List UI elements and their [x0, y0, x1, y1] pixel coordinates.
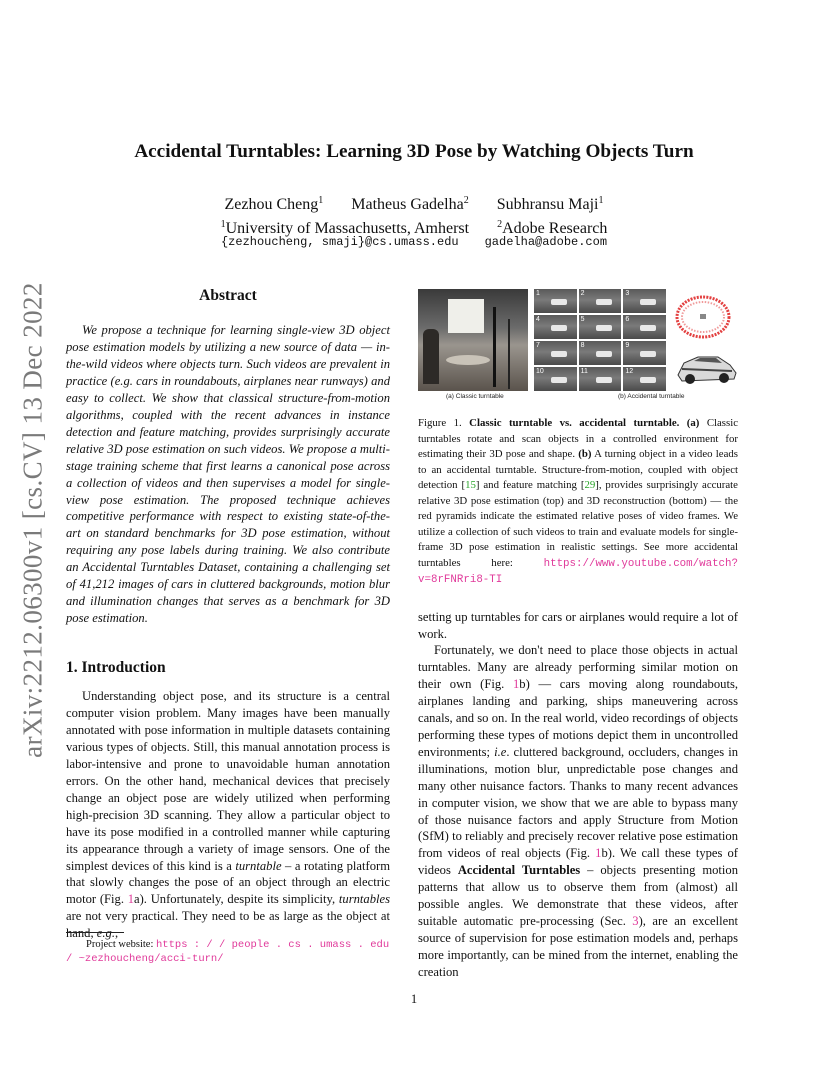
affiliation-number: 1 [220, 219, 226, 230]
abstract-text: We propose a technique for learning single-view 3D object pose estimation models by utilizing a new source of data — in-the-wild videos where objects turn. Such videos are prevalent in practice (e.g. cars in roundabouts, airplanes near runways) and easy to collect. We show that classical structure-from-motion algorithms, coupled with the recent advances in instance detection and feature matching, provides surprisingly accurate relative 3D pose estimation on such videos. We propose a multi-stage training scheme that first learns a canonical pose across a collection of videos and then supervises a model for single-view pose estimation. The proposed technique achieves competitive performance with respect to existing state-of-the-art on standard benchmarks for 3D pose estimation, without requiring any pose labels during training. We also contribute an Accidental Turntables Dataset, containing a challenging set of 41,212 images of cars in cluttered backgrounds, motion blur and illumination changes that serves as a benchmark for 3D pose estimation. [66, 323, 390, 626]
figure-ref-link[interactable]: 1 [513, 676, 520, 691]
video-frame: 8 [579, 341, 622, 365]
body-paragraph-continued: setting up turntables for cars or airplanes would require a lot of work. [418, 610, 738, 641]
introduction-heading: 1. Introduction [66, 659, 166, 676]
author-name: Zezhou Cheng [224, 196, 319, 213]
video-frame: 7 [534, 341, 577, 365]
page-number: 1 [410, 992, 418, 1006]
footnote-label: Project website: [86, 939, 156, 950]
abstract-heading: Abstract [199, 287, 257, 304]
footnote-divider [66, 932, 124, 933]
arxiv-identifier [9, 280, 57, 760]
video-frame: 5 [579, 315, 622, 339]
author-name: Subhransu Maji [496, 196, 599, 213]
video-frame: 12 [623, 367, 666, 391]
figure-label-b: (b) Accidental turntable [618, 393, 685, 400]
author-affiliation-mark: 1 [598, 195, 604, 206]
project-website-link[interactable]: https : / / people . cs . umass . edu / ~zezhoucheng/acci-turn/ [66, 939, 390, 965]
video-frame: 1 [534, 289, 577, 313]
video-frames-grid [534, 289, 666, 391]
video-frame: 6 [623, 315, 666, 339]
video-frame: 9 [623, 341, 666, 365]
figure-caption: Figure 1. Classic turntable vs. accidental turntable. (a) Classic turntables rotate and scan objects in a controlled environment for estimating their 3D pose and shape. (b) A turning object in a video leads to an accidental turntable. Structure-from-motion, coupled with object detection [15] and feature matching [29], provides surprisingly accurate relative 3D pose estimation (top) and 3D reconstruction (bottom) — the red pyramids indicate the estimated relative poses of video frames. We utilize a collection of such videos to train and evaluate models for single-frame 3D pose estimation in realistic settings. See more accidental turntables here: https://www.youtube.com/watch?v=8rFNRri8-TI [418, 417, 739, 586]
video-frame: 4 [534, 315, 577, 339]
camera-pose-ring [673, 292, 733, 342]
email-adobe[interactable]: gadelha@adobe.com [484, 235, 608, 249]
section-ref-link[interactable]: 3 [632, 914, 639, 929]
video-frame: 11 [579, 367, 622, 391]
video-frame: 3 [623, 289, 666, 313]
affiliation-name: Adobe Research [502, 220, 608, 237]
figure-label-a: (a) Classic turntable [446, 393, 504, 400]
affiliation-number: 2 [497, 219, 503, 230]
citation-link[interactable]: 15 [465, 479, 476, 491]
author-block [60, 191, 768, 239]
reconstructed-car-3d [674, 347, 740, 387]
classic-turntable-photo [418, 289, 528, 391]
figure-ref-link[interactable]: 1 [595, 846, 602, 861]
author-affiliation-mark: 2 [463, 195, 469, 206]
affiliation-name: University of Massachusetts, Amherst [225, 220, 470, 237]
video-frame: 10 [534, 367, 577, 391]
author-names [60, 191, 768, 215]
body-paragraph: Fortunately, we don't need to place those objects in actual turntables. Many are already performing similar motion on their own (Fig. 1b) — cars moving along roundabouts, airplanes landing and parking, ships maneuvering across canals, and so on. In the real world, video recordings of objects performing these types of motions depict them in uncontrolled environments; i.e. cluttered background, occluders, changes in illuminations, motion blur, unpredictable pose changes and many other nuisance factors. Thanks to many recent advances in computer vision, we show that we are able to bypass many of those nuisance factors and apply Structure from Motion (SfM) to reliably and precisely recover relative pose estimation from videos of real objects (Fig. 1b). We call these types of videos Accidental Turntables – objects presenting motion patterns that allow us to observe them from (almost) all possible angles. We demonstrate that these videos, after suitable automatic pre-processing (Sec. 3), are an excellent source of supervision for pose estimation models and, perhaps more importantly, can be mined from the internet, enabling the creation [418, 643, 739, 980]
citation-link[interactable]: 29 [584, 479, 596, 491]
author-name: Matheus Gadelha [351, 196, 464, 213]
video-frame: 2 [579, 289, 622, 313]
author-emails [60, 235, 768, 249]
figure-ref-link[interactable]: 1 [127, 892, 135, 907]
footnote [66, 938, 390, 966]
youtube-link[interactable]: https://www.youtube.com/watch?v=8rFNRri8-TI [418, 557, 738, 586]
email-umass[interactable]: {zezhoucheng, smaji}@cs.umass.edu [220, 235, 459, 249]
figure-1 [418, 289, 750, 403]
arxiv-identifier-text: arXiv:2212.06300v1 [cs.CV] 13 Dec 2022 [17, 282, 48, 758]
paper-title: Accidental Turntables: Learning 3D Pose by Watching Objects Turn [134, 141, 694, 162]
author-affiliation-mark: 1 [318, 195, 324, 206]
introduction-paragraph: Understanding object pose, and its structure is a central computer vision problem. Many images have been manually annotated with pose information in multiple datasets containing various types of objects. Still, this manual annotation process is labor-intensive and prone to unavoidable human annotation errors. On the other hand, mechanical devices that precisely change an object pose are widely utilized when performing high-precision 3D scanning. They allow a particular object to have its pose modified in a controlled manner while capturing its appearance through a variety of image sensors. One of the simplest devices of this kind is a turntable – a rotating platform that slowly changes the pose of an object through an electric motor (Fig. 1a). Unfortunately, despite its simplicity, turntables are not very practical. They need to be as large as the object at hand, e.g., [66, 689, 390, 941]
